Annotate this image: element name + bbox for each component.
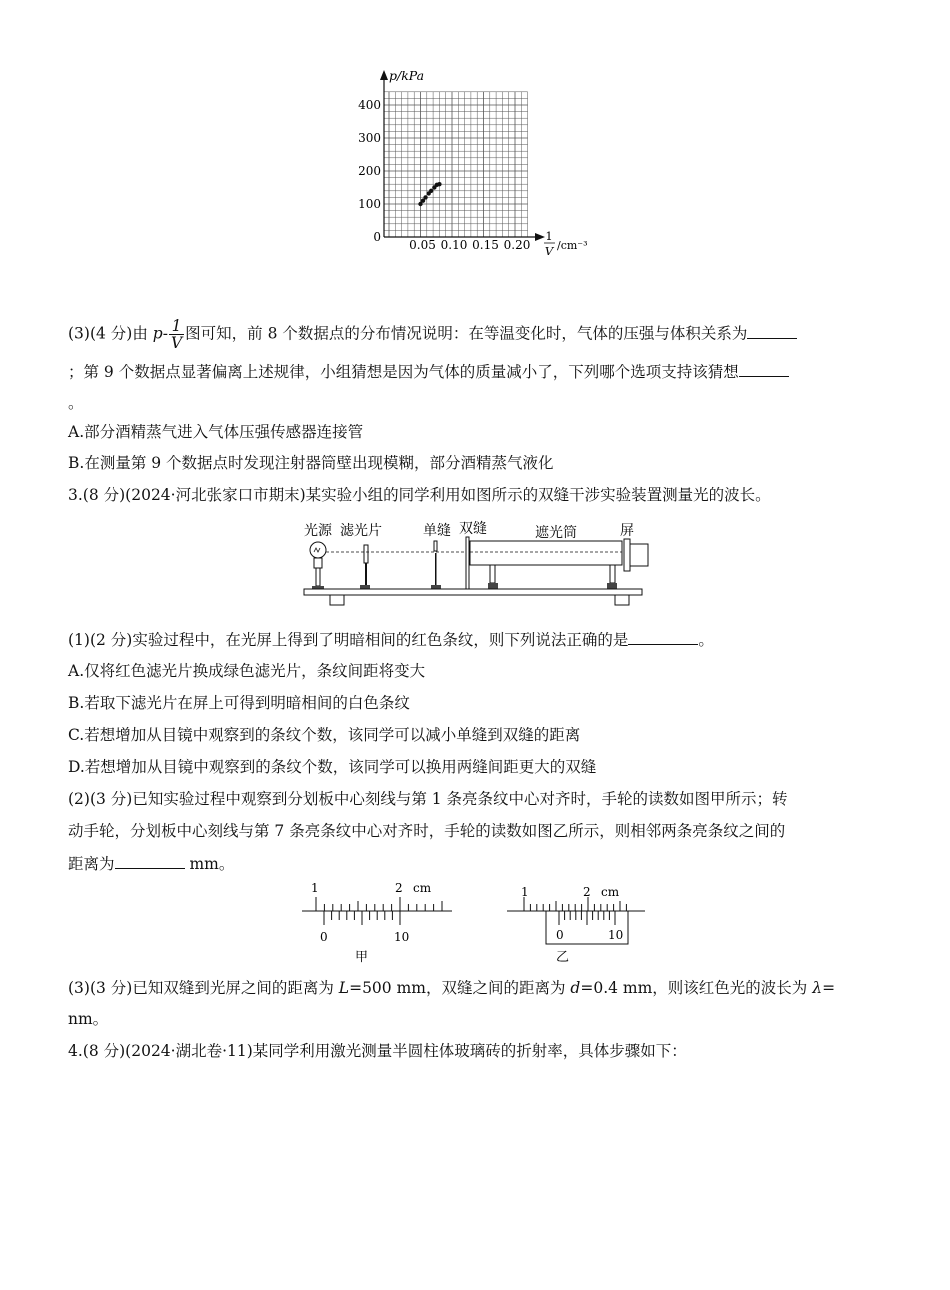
- y-tick-label: 300: [358, 131, 381, 145]
- answer-blank-3[interactable]: [628, 628, 698, 645]
- q2-option-a: A.部分酒精蒸气进入气体压强传感器连接管: [68, 423, 364, 441]
- var-d: d: [570, 979, 581, 997]
- q4-title: 4.(8 分)(2024·湖北卷·11)某同学利用激光测量半圆柱体玻璃砖的折射率，具体步骤如下：: [68, 1042, 687, 1060]
- data-point: [429, 189, 433, 193]
- x-label-num: 1: [545, 229, 553, 243]
- x-label-den: V: [544, 244, 554, 258]
- yi-v10: 10: [608, 928, 624, 942]
- yi-main-1: 1: [521, 885, 529, 899]
- q3-option-c: C.若想增加从目镜中观察到的条纹个数，该同学可以减小单缝到双缝的距离: [68, 726, 581, 744]
- x-tick-label: 0.15: [472, 238, 499, 252]
- jia-main-1: 1: [311, 881, 319, 895]
- light-tube: [470, 541, 622, 590]
- frac-num: 1: [169, 318, 184, 335]
- graph-grid: [384, 92, 528, 237]
- jia-v10: 10: [394, 930, 410, 944]
- x-label-unit: /cm⁻³: [557, 239, 588, 252]
- answer-blank-2[interactable]: [739, 360, 789, 377]
- screen: [624, 539, 648, 571]
- yi-unit: cm: [601, 885, 620, 899]
- q3-part2-line3-b: mm。: [184, 855, 235, 873]
- q3-part2-line3: [68, 852, 234, 875]
- label-filter: 滤光片: [340, 523, 382, 539]
- vernier-jia: [302, 881, 452, 965]
- q2-part3-line2: [68, 360, 789, 383]
- q3-option-a: A.仅将红色滤光片换成绿色滤光片，条纹间距将变大: [68, 662, 426, 680]
- p-invV-graph: [0, 0, 950, 270]
- y-tick-label: 0: [373, 230, 381, 244]
- answer-blank-1[interactable]: [747, 322, 797, 339]
- q2-part3-end: [68, 392, 84, 414]
- q3-part2-line2: 动手轮，分划板中心刻线与第 7 条亮条纹中心对齐时，手轮的读数如图乙所示，则相邻两条亮条纹之间的: [68, 822, 786, 840]
- q3-part2-line1: (2)(3 分)已知实验过程中观察到分划板中心刻线与第 1 条亮条纹中心对齐时，手轮的读数如图甲所示；转: [68, 790, 788, 808]
- q3-part3-b: =500 mm，双缝之间的距离为: [349, 979, 571, 997]
- label-double-slit: 双缝: [459, 521, 487, 537]
- var-lambda: λ: [812, 979, 823, 997]
- q3-part1: [68, 628, 714, 651]
- data-point: [423, 195, 427, 199]
- y-axis-label: p/kPa: [389, 68, 425, 83]
- double-slit-apparatus: [0, 515, 950, 615]
- x-tick-label: 0.05: [409, 238, 436, 252]
- jia-main-2: 2: [395, 881, 403, 895]
- data-point: [437, 182, 441, 186]
- q3-part3-line1: [68, 977, 835, 999]
- vernier-diagrams: [0, 878, 950, 968]
- q2-part3-text: 图可知，前 8 个数据点的分布情况说明：在等温变化时，气体的压强与体积关系为: [185, 324, 748, 343]
- q2-option-b: B.在测量第 9 个数据点时发现注射器筒壁出现模糊，部分酒精蒸气液化: [68, 454, 554, 472]
- q3-part3-c: =0.4 mm，则该红色光的波长为: [580, 979, 813, 997]
- jia-unit: cm: [413, 881, 432, 895]
- x-tick-label: 0.10: [440, 238, 468, 252]
- q3-part3-line2: nm。: [68, 1010, 109, 1028]
- vernier-yi: [507, 885, 645, 965]
- q3-part1-text: (1)(2 分)实验过程中，在光屏上得到了明暗相间的红色条纹，则下列说法正确的是: [68, 631, 629, 649]
- label-tube: 遮光筒: [535, 525, 577, 541]
- yi-main-2: 2: [583, 885, 591, 899]
- x-tick-label: 0.20: [503, 238, 531, 252]
- double-slit: [466, 537, 469, 589]
- jia-label: 甲: [355, 950, 369, 965]
- y-tick-label: 200: [358, 164, 381, 178]
- q3-part1-end: 。: [698, 631, 714, 649]
- graph-axes: [380, 70, 545, 241]
- q2-part3-line2-text: ；第 9 个数据点显著偏离上述规律，小组猜想是因为气体的质量减小了，下列哪个选项支持该猜想: [68, 363, 739, 381]
- y-tick-label: 400: [358, 98, 381, 112]
- y-axis-arrow: [380, 70, 388, 80]
- q2-part3-line1: [68, 318, 797, 351]
- label-light-source: 光源: [304, 523, 332, 539]
- frac-den: V: [170, 334, 183, 352]
- q3-part3-a: (3)(3 分)已知双缝到光屏之间的距离为: [68, 979, 339, 997]
- q3-part2-line3-a: 距离为: [68, 855, 115, 873]
- answer-blank-4[interactable]: [115, 852, 185, 869]
- q3-option-d: D.若想增加从目镜中观察到的条纹个数，该同学可以换用两缝间距更大的双缝: [68, 758, 597, 776]
- single-slit: [431, 541, 441, 590]
- rail: [304, 589, 642, 605]
- yi-label: 乙: [556, 950, 570, 965]
- y-tick-label: 100: [358, 197, 381, 211]
- p-var: p: [152, 324, 163, 343]
- end-mark: 。: [68, 394, 84, 412]
- equals: =: [822, 979, 836, 997]
- inv-v-fraction: [169, 318, 184, 351]
- light-bulb: [310, 542, 326, 590]
- q3-title: 3.(8 分)(2024·河北张家口市期末)某实验小组的同学利用如图所示的双缝干涉实验装置测量光的波长。: [68, 486, 771, 504]
- q3-option-b: B.若取下滤光片在屏上可得到明暗相间的白色条纹: [68, 694, 410, 712]
- jia-v0: 0: [320, 930, 328, 944]
- var-L: L: [338, 979, 350, 997]
- label-screen: 屏: [620, 523, 634, 539]
- q2-part3-prefix: (3)(4 分)由: [68, 324, 153, 343]
- yi-v0: 0: [556, 928, 564, 942]
- dash: -: [162, 324, 168, 343]
- label-single-slit: 单缝: [423, 523, 451, 539]
- x-axis-arrow: [535, 233, 545, 241]
